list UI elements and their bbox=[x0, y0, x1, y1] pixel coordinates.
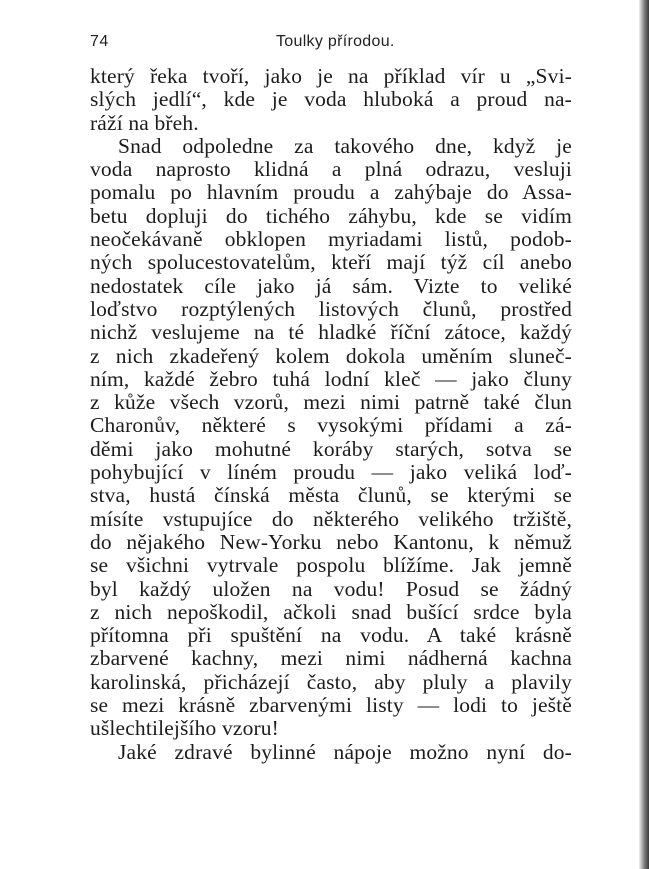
body-text bbox=[90, 65, 572, 764]
book-spine-edge bbox=[639, 0, 649, 869]
running-head bbox=[90, 33, 572, 57]
text-line: se mezi krásně zbarvenými listy — lodi to ještě bbox=[90, 693, 572, 718]
text-line: nichž veslujeme na té hladké říční zátoce, každý bbox=[90, 320, 572, 345]
page-number: 74 bbox=[90, 33, 109, 50]
text-line: loďstvo rozptýlených listových člunů, prostřed bbox=[90, 296, 572, 321]
text-line: pohybující v líném proudu — jako veliká loď- bbox=[90, 460, 572, 485]
text-line: ráží na břeh. bbox=[90, 110, 199, 135]
text-line: stva, hustá čínská města člunů, se kterými se bbox=[90, 483, 572, 508]
text-line: ušlechtilejšího vzoru! bbox=[90, 716, 279, 741]
text-line: Snad odpoledne za takového dne, když je bbox=[118, 133, 572, 158]
text-line: z nich nepoškodil, ačkoli snad bušící srdce byla bbox=[90, 599, 572, 624]
text-line: nedostatek cíle jako já sám. Vizte to veliké bbox=[90, 273, 572, 298]
text-line: betu dopluji do tichého záhybu, kde se vidím bbox=[90, 203, 572, 228]
text-line: neočekávaně obklopen myriadami listů, podob- bbox=[90, 227, 572, 252]
text-line: pomalu po hlavním proudu a zahýbaje do Assa- bbox=[90, 180, 572, 205]
text-line: byl každý uložen na vodu! Posud se žádný bbox=[90, 576, 572, 601]
text-line: do nějakého New-Yorku nebo Kantonu, k němuž bbox=[90, 529, 572, 554]
text-line: se všichni vytrvale pospolu blížíme. Jak jemně bbox=[90, 553, 572, 578]
text-line: přítomna při spuštění na vodu. A také krásně bbox=[90, 623, 572, 648]
text-line: ním, každé žebro tuhá lodní kleč — jako čluny bbox=[90, 366, 572, 391]
text-line: karolinská, přicházejí často, aby pluly a plavily bbox=[90, 669, 572, 694]
text-line: děmi jako mohutné koráby starých, sotva se bbox=[90, 436, 572, 461]
text-line: mísíte vstupujíce do některého velikého tržiště, bbox=[90, 506, 572, 531]
text-line: z nich zkadeřený kolem dokola uměním sluneč- bbox=[90, 343, 572, 368]
text-line: z kůže všech vzorů, mezi nimi patrně také člun bbox=[90, 390, 572, 415]
running-title: Toulky přírodou. bbox=[276, 33, 395, 50]
text-line: zbarvené kachny, mezi nimi nádherná kachna bbox=[90, 646, 572, 671]
text-line: Charonův, některé s vysokými přídami a zá- bbox=[90, 413, 572, 438]
text-line: ných spolucestovatelům, kteří mají týž cíl anebo bbox=[90, 250, 572, 275]
text-line: který řeka tvoří, jako je na příklad vír u „Svi- bbox=[90, 64, 572, 88]
text-line: voda naprosto klidná a plná odrazu, vesluji bbox=[90, 157, 572, 182]
text-line: Jaké zdravé bylinné nápoje možno nyní do- bbox=[118, 739, 572, 764]
text-line: slých jedlí“, kde je voda hluboká a proud na- bbox=[90, 87, 572, 112]
